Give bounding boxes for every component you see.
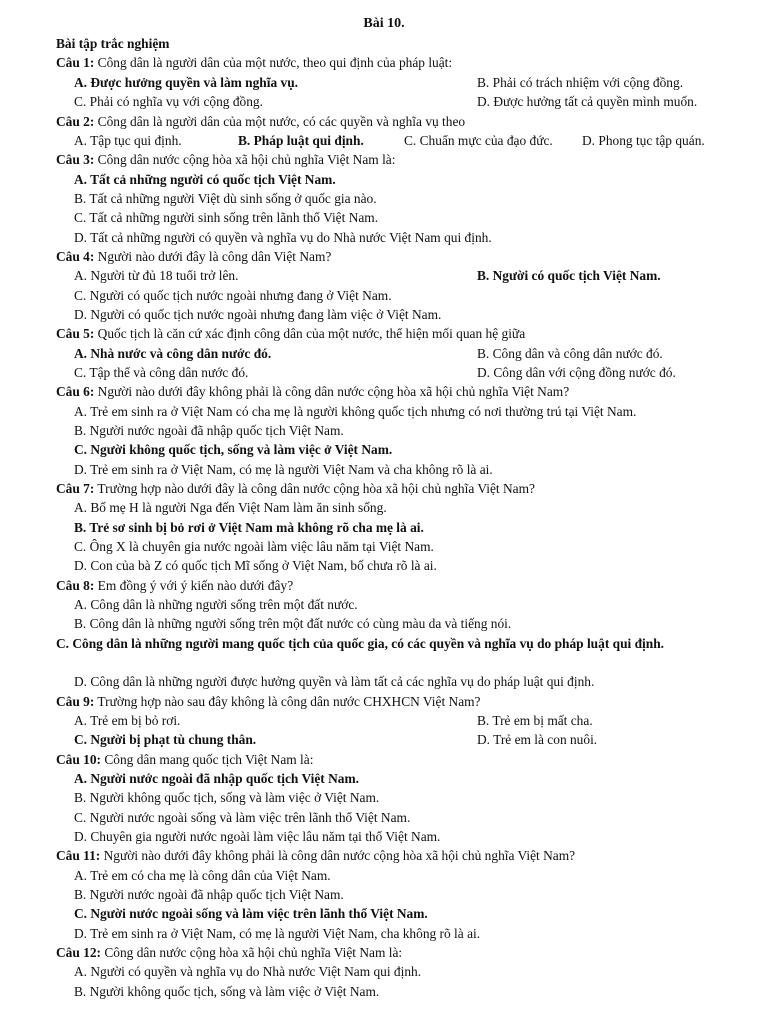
q10-option-a: A. Người nước ngoài đã nhập quốc tịch Việt Nam. (74, 771, 359, 786)
question-3: Câu 3: Công dân nước cộng hòa xã hội chủ nghĩa Việt Nam là: (56, 152, 396, 167)
q1-option-a: A. Được hưởng quyền và làm nghĩa vụ. (74, 75, 298, 90)
q2-option-a: A. Tập tục qui định. (74, 133, 182, 148)
question-4: Câu 4: Người nào dưới đây là công dân Việt Nam? (56, 249, 332, 264)
q7-option-b: B. Trẻ sơ sinh bị bỏ rơi ở Việt Nam mà không rõ cha mẹ là ai. (74, 520, 424, 535)
q4-option-c: C. Người có quốc tịch nước ngoài nhưng đang ở Việt Nam. (74, 288, 392, 303)
q5-option-b: B. Công dân và công dân nước đó. (477, 346, 663, 361)
question-7: Câu 7: Trường hợp nào dưới đây là công dân nước cộng hòa xã hội chủ nghĩa Việt Nam? (56, 481, 535, 496)
q2-option-d: D. Phong tục tập quán. (582, 133, 705, 148)
q10-option-d: D. Chuyên gia người nước ngoài làm việc lâu năm tại thổ Việt Nam. (74, 829, 441, 844)
q9-option-b: B. Trẻ em bị mất cha. (477, 713, 593, 728)
question-12: Câu 12: Công dân nước cộng hòa xã hội chủ nghĩa Việt Nam là: (56, 945, 403, 960)
q1-option-d: D. Được hưởng tất cả quyền mình muốn. (477, 94, 698, 109)
q9-option-d: D. Trẻ em là con nuôi. (477, 732, 598, 747)
q3-option-c: C. Tất cả những người sinh sống trên lãnh thổ Việt Nam. (74, 210, 379, 225)
q10-option-c: C. Người nước ngoài sống và làm việc trên lãnh thổ Việt Nam. (74, 810, 411, 825)
q1-row-1 (74, 73, 684, 92)
q8-option-d: D. Công dân là những người được hưởng quyền và làm tất cả các nghĩa vụ do pháp luật qui định. (74, 674, 595, 689)
q6-option-b: B. Người nước ngoài đã nhập quốc tịch Việt Nam. (74, 423, 344, 438)
q11-option-a: A. Trẻ em có cha mẹ là công dân của Việt Nam. (74, 868, 331, 883)
q2-options (74, 131, 705, 150)
q5-option-d: D. Công dân với cộng đồng nước đó. (477, 365, 676, 380)
question-1: Câu 1: Công dân là người dân của một nước, theo qui định của pháp luật: (56, 55, 453, 70)
q2-option-c: C. Chuẩn mực của đạo đức. (404, 133, 553, 148)
q11-option-b: B. Người nước ngoài đã nhập quốc tịch Việt Nam. (74, 887, 344, 902)
q11-option-c: C. Người nước ngoài sống và làm việc trên lãnh thổ Việt Nam. (74, 906, 428, 921)
q11-option-d: D. Trẻ em sinh ra ở Việt Nam, có mẹ là người Việt Nam, cha không rõ là ai. (74, 926, 481, 941)
q1-option-c: C. Phải có nghĩa vụ với cộng đồng. (74, 94, 263, 109)
q1-row-2 (74, 92, 698, 111)
q4-option-a: A. Người từ đủ 18 tuổi trở lên. (74, 268, 239, 283)
document-title: Bài 10. (363, 16, 405, 31)
q6-option-a: A. Trẻ em sinh ra ở Việt Nam có cha mẹ là người không quốc tịch nhưng có nơi thường trú tại Việt Nam. (74, 404, 637, 419)
q9-option-c: C. Người bị phạt tù chung thân. (74, 732, 257, 747)
q9-option-a: A. Trẻ em bị bỏ rơi. (74, 713, 181, 728)
q6-option-c: C. Người không quốc tịch, sống và làm việc ở Việt Nam. (74, 442, 393, 457)
q12-option-a: A. Người có quyền và nghĩa vụ do Nhà nước Việt Nam qui định. (74, 964, 422, 979)
q3-option-d: D. Tất cả những người có quyền và nghĩa vụ do Nhà nước Việt Nam qui định. (74, 230, 492, 245)
section-heading: Bài tập trắc nghiệm (56, 36, 170, 51)
q5-option-c: C. Tập thể và công dân nước đó. (74, 365, 249, 380)
question-11: Câu 11: Người nào dưới đây không phải là công dân nước cộng hòa xã hội chủ nghĩa Việt Nam? (56, 848, 576, 863)
q6-option-d: D. Trẻ em sinh ra ở Việt Nam, có mẹ là người Việt Nam và cha không rõ là ai. (74, 462, 493, 477)
question-8: Câu 8: Em đồng ý với ý kiến nào dưới đây? (56, 578, 294, 593)
q8-option-b: B. Công dân là những người sống trên một đất nước có cùng màu da và tiếng nói. (74, 616, 512, 631)
q3-option-a: A. Tất cả những người có quốc tịch Việt Nam. (74, 172, 336, 187)
q7-option-d: D. Con của bà Z có quốc tịch Mĩ sống ở Việt Nam, bố chưa rõ là ai. (74, 558, 437, 573)
q9-row-2 (74, 730, 598, 749)
q4-row-1 (74, 266, 661, 285)
question-2: Câu 2: Công dân là người dân của một nước, có các quyền và nghĩa vụ theo (56, 114, 466, 129)
question-5: Câu 5: Quốc tịch là căn cứ xác định công dân của một nước, thể hiện mối quan hệ giữa (56, 326, 526, 341)
q7-option-c: C. Ông X là chuyên gia nước ngoài làm việc lâu năm tại Việt Nam. (74, 539, 434, 554)
q5-option-a: A. Nhà nước và công dân nước đó. (74, 346, 272, 361)
q4-option-b: B. Người có quốc tịch Việt Nam. (477, 268, 661, 283)
q12-option-b: B. Người không quốc tịch, sống và làm việc ở Việt Nam. (74, 984, 380, 999)
q3-option-b: B. Tất cả những người Việt dù sinh sống ở quốc gia nào. (74, 191, 377, 206)
q5-row-2 (74, 363, 676, 382)
question-10: Câu 10: Công dân mang quốc tịch Việt Nam là: (56, 752, 314, 767)
q2-option-b: B. Pháp luật qui định. (238, 133, 364, 148)
q1-option-b: B. Phải có trách nhiệm với cộng đồng. (477, 75, 684, 90)
q8-option-a: A. Công dân là những người sống trên một đất nước. (74, 597, 358, 612)
q9-row-1 (74, 711, 593, 730)
q10-option-b: B. Người không quốc tịch, sống và làm việc ở Việt Nam. (74, 790, 380, 805)
q7-option-a: A. Bố mẹ H là người Nga đến Việt Nam làm ăn sinh sống. (74, 500, 387, 515)
q8-option-c: C. Công dân là những người mang quốc tịch của quốc gia, có các quyền và nghĩa vụ do pháp luật qui định. (56, 636, 665, 651)
question-6: Câu 6: Người nào dưới đây không phải là công dân nước cộng hòa xã hội chủ nghĩa Việt Nam? (56, 384, 570, 399)
q4-option-d: D. Người có quốc tịch nước ngoài nhưng đang làm việc ở Việt Nam. (74, 307, 442, 322)
question-9: Câu 9: Trường hợp nào sau đây không là công dân nước CHXHCN Việt Nam? (56, 694, 481, 709)
q5-row-1 (74, 344, 663, 363)
